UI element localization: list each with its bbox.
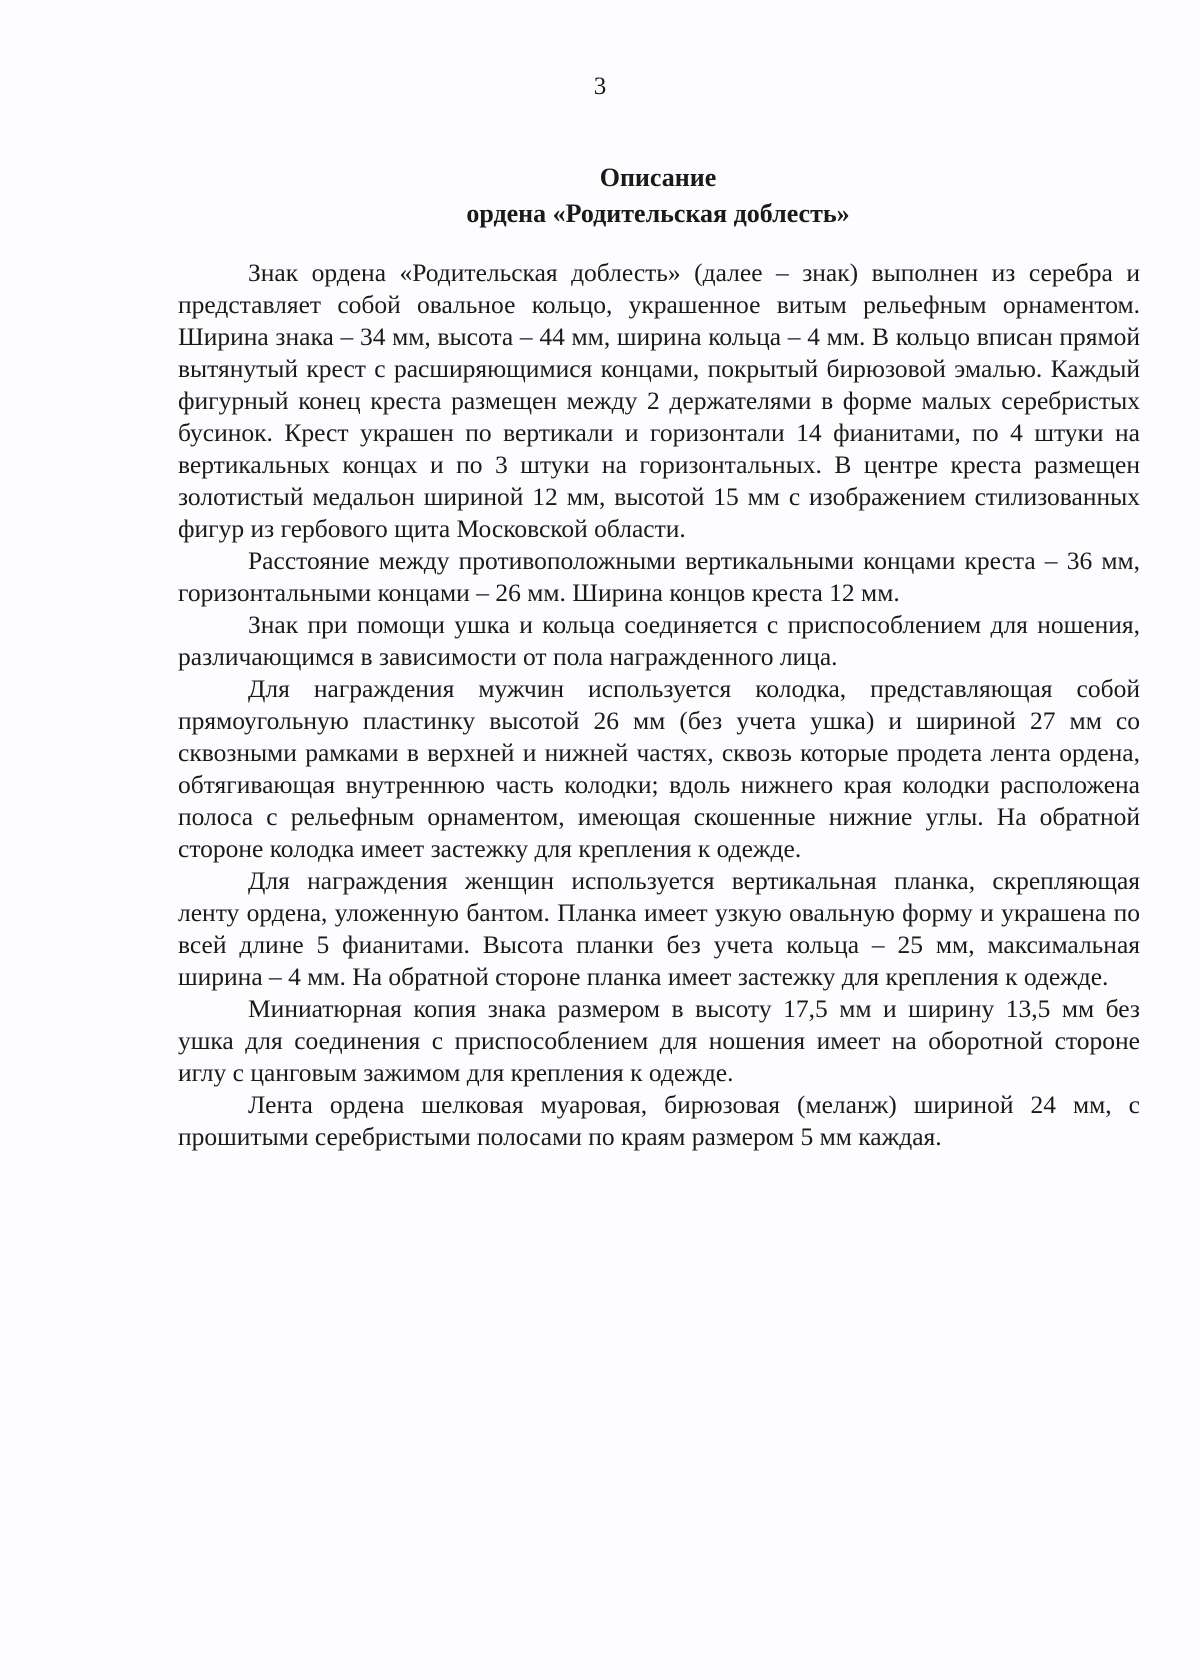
document-title: [178, 160, 1138, 232]
page-number: 3: [593, 73, 607, 100]
paragraph-women-bar: Для награждения женщин используется вертикальная планка, скрепляющая ленту ордена, уложенную бантом. Планка имеет узкую овальную форму и украшена по всей длине 5 фианитами. Высота планки без учета кольца – 25 мм, максимальная ширина – 4 мм. На обратной стороне планка имеет застежку для крепления к одежде.: [178, 866, 1140, 991]
paragraph-attachment: Знак при помощи ушка и кольца соединяется с приспособлением для ношения, различающимся в зависимости от пола награжденного лица.: [178, 610, 1140, 671]
paragraph-men-block: Для награждения мужчин используется колодка, представляющая собой прямоугольную пластинку высотой 26 мм (без учета ушка) и шириной 27 мм со сквозными рамками в верхней и нижней частях, сквозь которые продета лента ордена, обтягивающая внутреннюю часть колодки; вдоль нижнего края колодки расположена полоса с рельефным орнаментом, имеющая скошенные нижние углы. На обратной стороне колодка имеет застежку для крепления к одежде.: [178, 674, 1140, 863]
paragraph-badge-description: Знак ордена «Родительская доблесть» (далее – знак) выполнен из серебра и представляет собой овальное кольцо, украшенное витым рельефным орнаментом. Ширина знака – 34 мм, высота – 44 мм, ширина кольца – 4 мм. В кольцо вписан прямой вытянутый крест с расширяющимися концами, покрытый бирюзовой эмалью. Каждый фигурный конец креста размещен между 2 держателями в форме малых серебристых бусинок. Крест украшен по вертикали и горизонтали 14 фианитами, по 4 штуки на вертикальных концах и по 3 штуки на горизонтальных. В центре креста размещен золотистый медальон шириной 12 мм, высотой 15 мм с изображением стилизованных фигур из гербового щита Московской области.: [178, 258, 1140, 543]
title-line-1: Описание: [599, 163, 717, 192]
paragraph-miniature: Миниатюрная копия знака размером в высоту 17,5 мм и ширину 13,5 мм без ушка для соединения с приспособлением для ношения имеет на оборотной стороне иглу с цанговым зажимом для крепления к одежде.: [178, 994, 1140, 1087]
document-body: [178, 257, 1140, 1153]
paragraph-ribbon: Лента ордена шелковая муаровая, бирюзовая (меланж) шириной 24 мм, с прошитыми серебристыми полосами по краям размером 5 мм каждая.: [178, 1090, 1140, 1151]
title-line-2: ордена «Родительская доблесть»: [466, 199, 850, 228]
paragraph-cross-dimensions: Расстояние между противоположными вертикальными концами креста – 36 мм, горизонтальными концами – 26 мм. Ширина концов креста 12 мм.: [178, 546, 1140, 607]
